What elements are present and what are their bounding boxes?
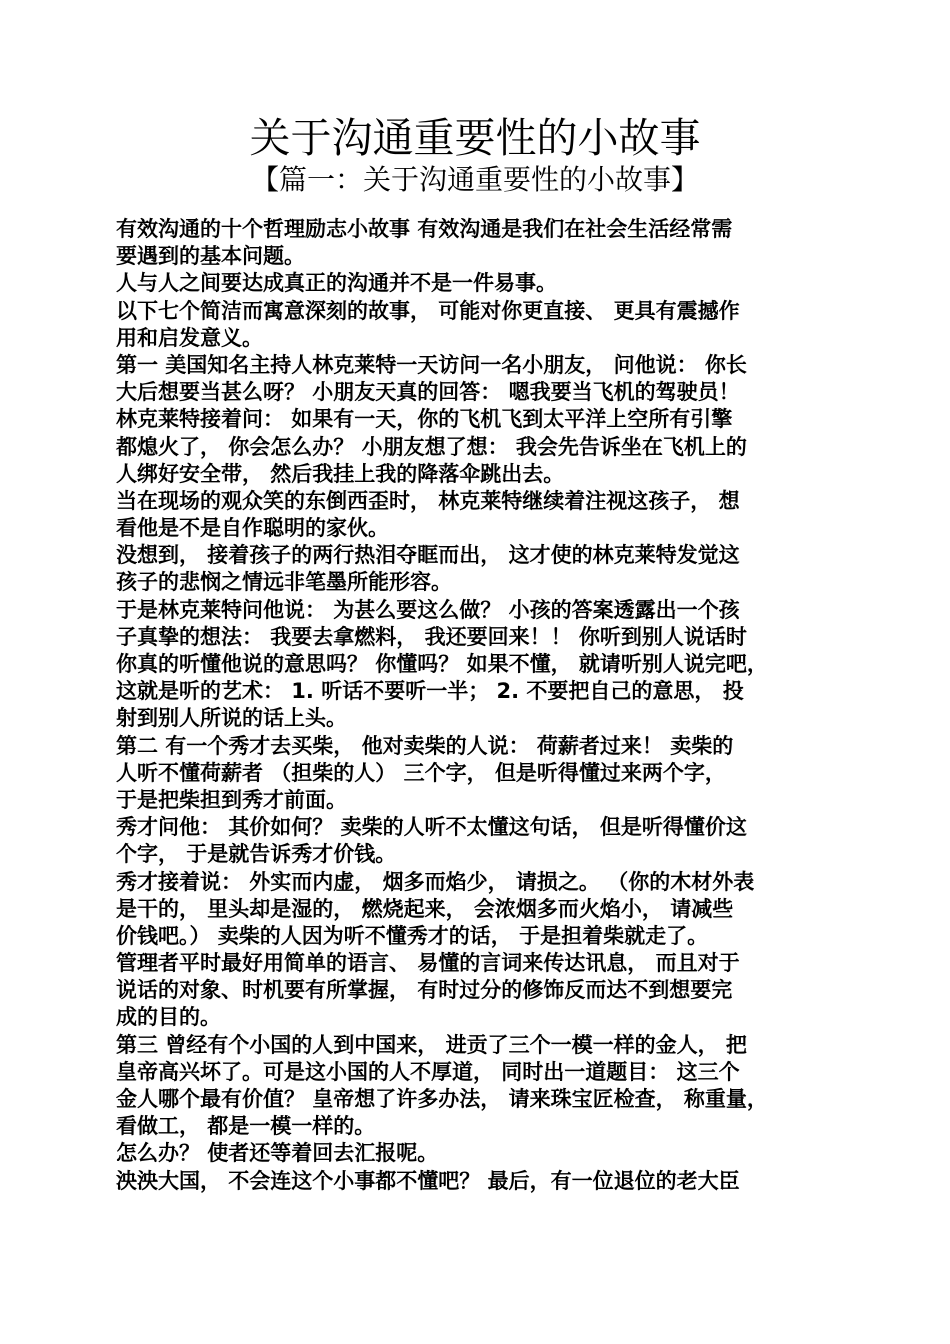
body-text-line: 用和启发意义。 (116, 325, 263, 350)
body-text-line: 泱泱大国， 不会连这个小事都不懂吧？ 最后，有一位退位的老大臣 (116, 1168, 740, 1193)
body-text-line: 你真的听懂他说的意思吗？ 你懂吗？ 如果不懂， 就请听别人说完吧， (116, 652, 768, 676)
body-text-line: 人听不懂荷薪者 （担柴的人） 三个字， 但是听得懂过来两个字， (116, 760, 726, 785)
body-text-line: 人绑好安全带， 然后我挂上我的降落伞跳出去。 (116, 461, 565, 486)
body-text-line: 怎么办？ 使者还等着回去汇报呢。 (116, 1141, 439, 1166)
body-text-line: 第三 曾经有个小国的人到中国来， 进贡了三个一模一样的金人， 把 (116, 1032, 747, 1057)
body-text-line: 说话的对象、时机要有所掌握， 有时过分的修饰反而达不到想要完 (116, 978, 733, 1003)
body-text-line: 子真挚的想法： 我要去拿燃料， 我还要回来！！ 你听到别人说话时 (116, 624, 747, 649)
body-text-line: 以下七个简洁而寓意深刻的故事， 可能对你更直接、 更具有震撼作 (116, 298, 740, 323)
body-text-line: 是干的， 里头却是湿的， 燃烧起来， 会浓烟多而火焰小， 请减些 (116, 896, 734, 921)
body-text-line: 秀才接着说： 外实而内虚， 烟多而焰少， 请损之。 （你的木材外表 (116, 869, 755, 894)
body-text-line: 秀才问他： 其价如何？ 卖柴的人听不太懂这句话， 但是听得懂价这 (116, 815, 747, 840)
body-text-line: 皇帝高兴坏了。可是这小国的人不厚道， 同时出一道题目： 这三个 (116, 1059, 740, 1084)
body-text-line: 有效沟通的十个哲理励志小故事 有效沟通是我们在社会生活经常需 (116, 217, 733, 241)
body-text-line: 射到别人所说的话上头。 (116, 706, 347, 731)
body-text-line: 大后想要当甚么呀？ 小朋友天真的回答： 嗯我要当飞机的驾驶员！ (116, 380, 740, 405)
body-text-line: 于是把柴担到秀才前面。 (116, 787, 347, 812)
body-text-line: 于是林克莱特问他说： 为甚么要这么做？ 小孩的答案透露出一个孩 (116, 597, 740, 622)
body-text-line: 看做工， 都是一模一样的。 (116, 1114, 376, 1139)
body-text-line: 管理者平时最好用简单的语言、 易懂的言词来传达讯息， 而且对于 (116, 951, 740, 976)
body-text-line: 要遇到的基本问题。 (116, 244, 305, 269)
body-text-line: 第一 美国知名主持人林克莱特一天访问一名小朋友， 问他说： 你长 (116, 352, 747, 377)
document-body (116, 216, 846, 1195)
body-text-line: 第二 有一个秀才去买柴， 他对卖柴的人说： 荷薪者过来！ 卖柴的 (116, 733, 734, 758)
document-subtitle: 【篇一：关于沟通重要性的小故事】 (250, 163, 699, 196)
body-text-line: 金人哪个最有价值？ 皇帝想了许多办法， 请来珠宝匠检查， 称重量， (116, 1087, 768, 1111)
body-text-line: 林克莱特接着问： 如果有一天，你的飞机飞到太平洋上空所有引擎 (116, 407, 733, 432)
body-text-line: 看他是不是自作聪明的家伙。 (116, 516, 389, 541)
body-text-line: 个字， 于是就告诉秀才价钱。 (116, 842, 397, 867)
body-text-line: 这就是听的艺术： 1. 听话不要听一半； 2. 不要把自己的意思， 投 (116, 679, 744, 704)
body-text-line: 成的目的。 (116, 1005, 221, 1030)
body-text-line: 价钱吧。） 卖柴的人因为听不懂秀才的话， 于是担着柴就走了。 (116, 923, 709, 948)
body-text-line: 没想到， 接着孩子的两行热泪夺眶而出， 这才使的林克莱特发觉这 (116, 543, 740, 568)
body-text-line: 孩子的悲悯之情远非笔墨所能形容。 (116, 570, 452, 595)
body-text-line: 都熄火了， 你会怎么办？ 小朋友想了想： 我会先告诉坐在飞机上的 (116, 434, 747, 459)
body-text-line: 当在现场的观众笑的东倒西歪时， 林克莱特继续着注视这孩子， 想 (116, 488, 740, 513)
body-text-line: 人与人之间要达成真正的沟通并不是一件易事。 (116, 271, 557, 296)
document-title: 关于沟通重要性的小故事 (249, 114, 701, 162)
